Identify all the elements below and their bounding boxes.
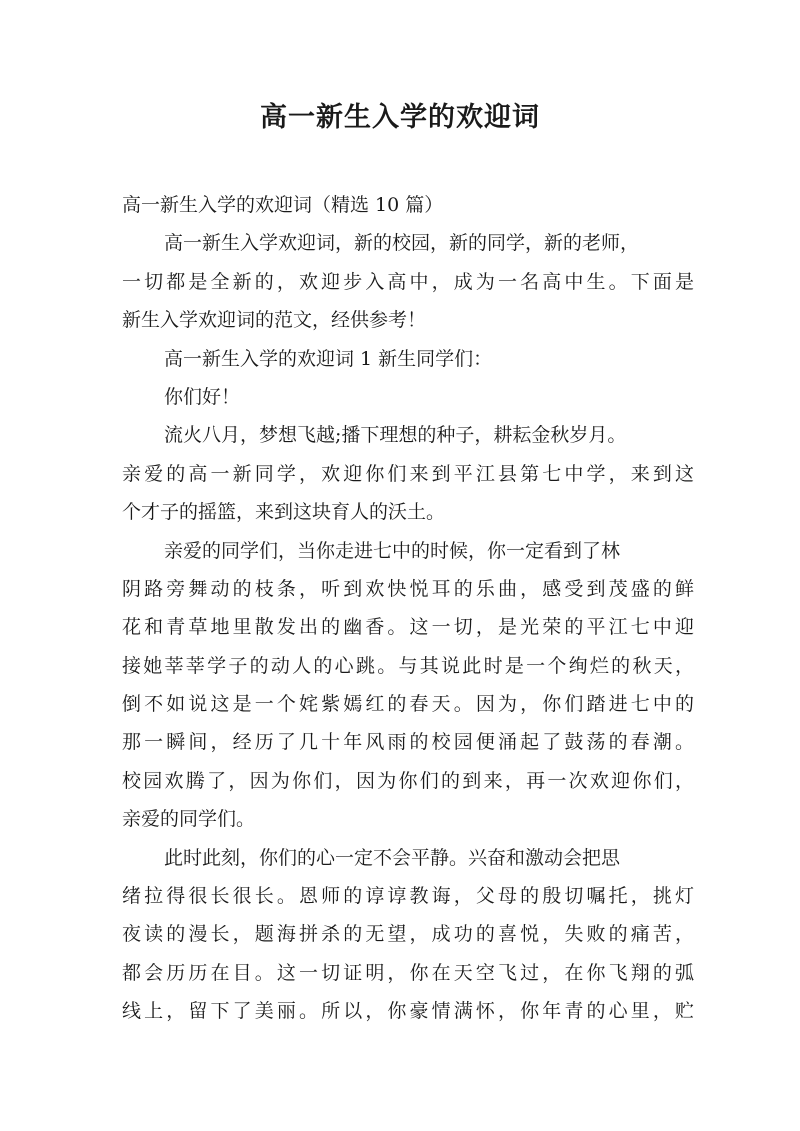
paragraph-line: 那一瞬间，经历了几十年风雨的校园便涌起了鼓荡的春潮。 xyxy=(122,731,694,754)
paragraph-line: 高一新生入学欢迎词，新的校园，新的同学，新的老师， xyxy=(164,232,640,255)
paragraph-line: 亲爱的同学们，当你走进七中的时候，你一定看到了林 xyxy=(164,539,621,562)
paragraph-line: 线上，留下了美丽。所以，你豪情满怀，你年青的心里，贮 xyxy=(122,1000,694,1023)
document-body xyxy=(122,186,694,1031)
paragraph-line: 绪拉得很长很长。恩师的谆谆教诲，父母的殷切嘱托，挑灯 xyxy=(122,885,694,908)
paragraph-line: 接她莘莘学子的动人的心跳。与其说此时是一个绚烂的秋天， xyxy=(122,654,694,677)
paragraph-line: 你们好！ xyxy=(164,385,241,408)
paragraph-line: 花和青草地里散发出的幽香。这一切，是光荣的平江七中迎 xyxy=(122,616,694,639)
paragraph-line: 流火八月，梦想飞越;播下理想的种子，耕耘金秋岁月。 xyxy=(164,424,627,447)
document-title: 高一新生入学的欢迎词 xyxy=(260,102,540,133)
paragraph-line: 夜读的漫长，题海拼杀的无望，成功的喜悦，失败的痛苦， xyxy=(122,923,694,946)
paragraph-line: 倒不如说这是一个姹紫嫣红的春天。因为，你们踏进七中的 xyxy=(122,693,694,716)
paragraph-line: 亲爱的高一新同学，欢迎你们来到平江县第七中学，来到这 xyxy=(122,462,694,485)
paragraph-line: 阴路旁舞动的枝条，听到欢快悦耳的乐曲，感受到茂盛的鲜 xyxy=(122,577,694,600)
subtitle-line: 高一新生入学的欢迎词（精选 10 篇） xyxy=(122,194,444,216)
paragraph-line: 高一新生入学的欢迎词 1 新生同学们： xyxy=(164,347,493,370)
paragraph-line: 都会历历在目。这一切证明，你在天空飞过，在你飞翔的弧 xyxy=(122,961,694,984)
paragraph-line: 校园欢腾了，因为你们，因为你们的到来，再一次欢迎你们， xyxy=(122,769,694,792)
paragraph-line: 亲爱的同学们。 xyxy=(122,808,256,831)
paragraph-line: 此时此刻，你们的心一定不会平静。兴奋和激动会把思 xyxy=(164,846,621,869)
paragraph-line: 一切都是全新的，欢迎步入高中，成为一名高中生。下面是 xyxy=(122,270,694,293)
paragraph-line: 个才子的摇篮，来到这块育人的沃土。 xyxy=(122,501,446,524)
paragraph-line: 新生入学欢迎词的范文，经供参考！ xyxy=(122,309,427,332)
